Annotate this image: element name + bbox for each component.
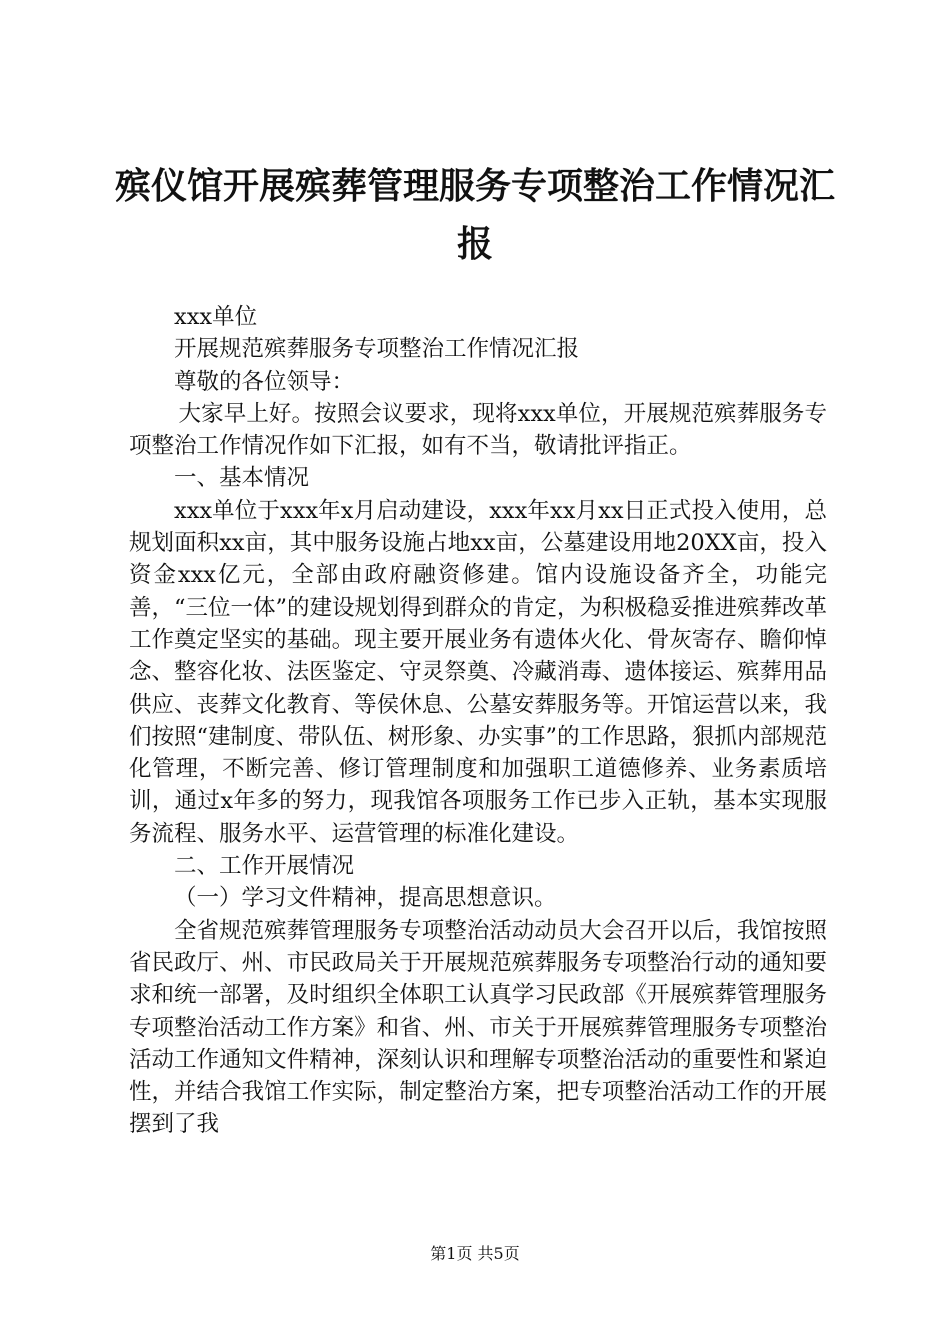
salutation: 尊敬的各位领导： (174, 368, 355, 395)
document-body (129, 301, 827, 1141)
section-heading-basic: 一、基本情况 (174, 465, 310, 492)
page-footer: 第1页 共5页 (430, 1244, 520, 1263)
subsection-heading-study: （一）学习文件精神，提高思想意识。 (174, 885, 557, 912)
basic-situation-paragraph: xxx单位于xxx年x月启动建设，xxx年xx月xx日正式投入使用，总规划面积xx亩，其中服务设施占地xx亩，公墓建设用地20XX亩，投入资金xxx亿元，全部由政府融资修建。馆内设施设备齐全，功能完善，“三位一体”的建设规划得到群众的肯定，为积极稳妥推进殡葬改革工作奠定坚实的基础。现主要开展业务有遗体火化、骨灰寄存、瞻仰悼念、整容化妆、法医鉴定、守灵祭奠、冷藏消毒、遗体接运、殡葬用品供应、丧葬文化教育、等侯休息、公墓安葬服务等。开馆运营以来，我们按照“建制度、带队伍、树形象、办实事”的工作思路，狠抓内部规范化管理，不断完善、修订管理制度和加强职工道德修养、业务素质培训，通过x年多的努力，现我馆各项服务工作已步入正轨，基本实现服务流程、服务水平、运营管理的标准化建设。 (129, 497, 828, 847)
subtitle-line: 开展规范殡葬服务专项整治工作情况汇报 (174, 336, 580, 363)
unit-line: xxx单位 (174, 304, 258, 330)
study-paragraph: 全省规范殡葬管理服务专项整治活动动员大会召开以后，我馆按照省民政厅、州、市民政局关于开展规范殡葬服务专项整治行动的通知要求和统一部署，及时组织全体职工认真学习民政部《开展殡葬管理服务专项整治活动工作方案》和省、州、市关于开展殡葬管理服务专项整治活动工作通知文件精神，深刻认识和理解专项整治活动的重要性和紧迫性，并结合我馆工作实际，制定整治方案，把专项整治活动工作的开展摆到了我 (129, 917, 827, 1138)
document-title: 殡仪馆开展殡葬管理服务专项整治工作情况汇报 (114, 166, 835, 265)
opening-paragraph: 大家早上好。按照会议要求，现将xxx单位，开展规范殡葬服务专项整治工作情况作如下汇报，如有不当，敬请批评指正。 (129, 400, 827, 460)
section-heading-work: 二、工作开展情况 (174, 853, 355, 880)
